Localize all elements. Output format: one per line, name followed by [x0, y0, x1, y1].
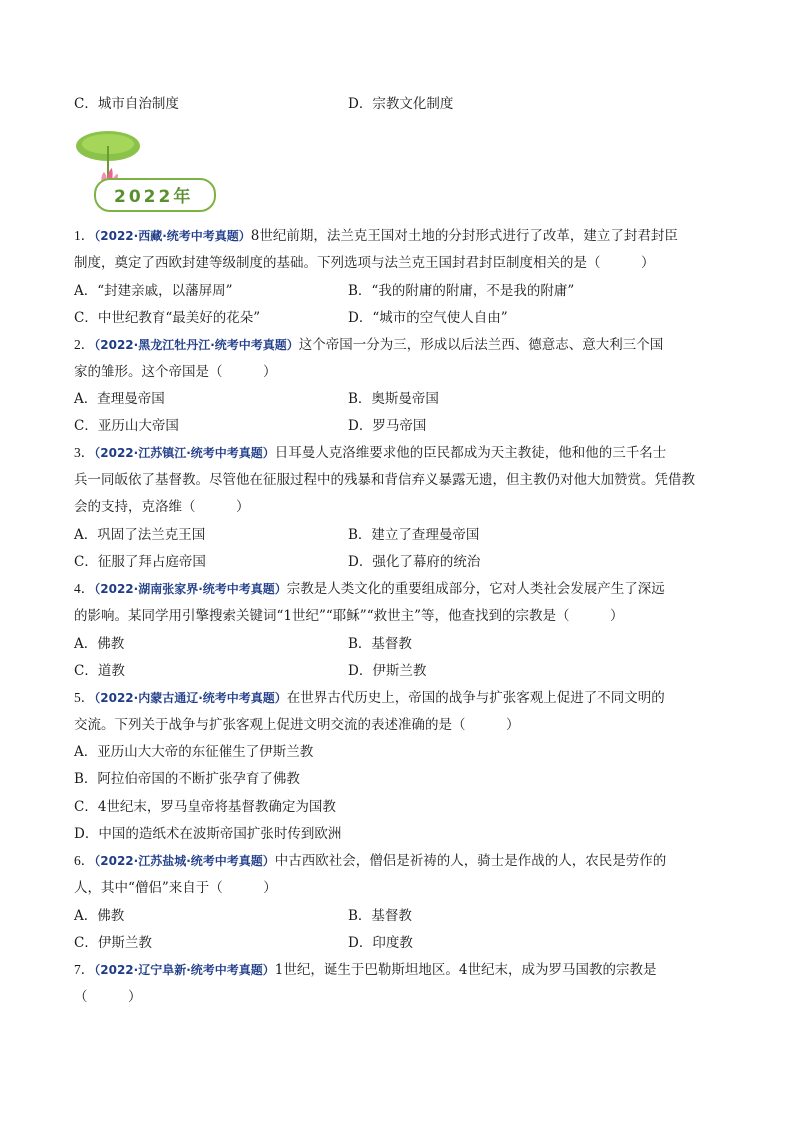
option-c: C．中世纪教育“最美好的花朵” [74, 310, 261, 326]
option-d: D．“城市的空气使人自由” [348, 310, 508, 326]
question-source: （2022·西藏·统考中考真题） [94, 229, 251, 243]
option-d: D．印度教 [348, 935, 413, 951]
option-d: D．中国的造纸术在波斯帝国扩张时传到欧洲 [74, 826, 342, 842]
question-1: 1．（2022·西藏·统考中考真题）8世纪前期，法兰克王国对土地的分封形式进行了改革，建立了封君封臣 [74, 228, 678, 244]
year-section-badge [74, 128, 214, 218]
option-c: C．伊斯兰教 [74, 935, 152, 951]
option-d: D．罗马帝国 [348, 418, 427, 434]
option-b: B．“我的附庸的附庸，不是我的附庸” [348, 283, 575, 299]
question-4-line-2: 的影响。某同学用引擎搜索关键词“1世纪”“耶稣”“救世主”等，他查找到的宗教是（ ） [74, 608, 624, 624]
question-6: 6．（2022·江苏盐城·统考中考真题）中古西欧社会，僧侣是祈祷的人，骑士是作战的人，农民是劳作的 [74, 853, 667, 869]
option-c: C．亚历山大帝国 [74, 418, 179, 434]
option-a: A．佛教 [74, 636, 125, 652]
option-c: C．道教 [74, 663, 125, 679]
question-source: （2022·黑龙江牡丹江·统考中考真题） [94, 338, 299, 352]
option-d: D．宗教文化制度 [348, 96, 454, 112]
option-a: A．佛教 [74, 908, 125, 924]
question-5: 5．（2022·内蒙古通辽·统考中考真题）在世界古代历史上，帝国的战争与扩张客观上促进了不同文明的 [74, 690, 665, 706]
option-d: D．强化了幕府的统治 [348, 554, 481, 570]
question-3: 3．（2022·江苏镇江·统考中考真题）日耳曼人克洛维要求他的臣民都成为天主教徒，他和他的三千名士 [74, 445, 667, 461]
option-b: B．阿拉伯帝国的不断扩张孕育了佛教 [74, 771, 300, 787]
question-3-line-2: 兵一同皈依了基督教。尽管他在征服过程中的残暴和背信弃义暴露无遗，但主教仍对他大加赞赏。凭借教 [74, 472, 695, 488]
option-c: C．城市自治制度 [74, 96, 179, 112]
question-source: （2022·江苏镇江·统考中考真题） [94, 446, 275, 460]
question-6-line-2: 人，其中“僧侣”来自于（ ） [74, 880, 277, 896]
option-b: B．基督教 [348, 908, 412, 924]
option-a: A．亚历山大大帝的东征催生了伊斯兰教 [74, 744, 314, 760]
question-7: 7．（2022·辽宁阜新·统考中考真题）1世纪，诞生于巴勒斯坦地区。4世纪末，成为罗马国教的宗教是 [74, 962, 657, 978]
option-b: B．基督教 [348, 636, 412, 652]
option-b: B．建立了查理曼帝国 [348, 527, 480, 543]
question-3-line-3: 会的支持，克洛维（ ） [74, 499, 250, 515]
option-a: A．“封建亲戚，以藩屏周” [74, 283, 233, 299]
question-source: （2022·内蒙古通辽·统考中考真题） [94, 691, 287, 705]
question-1-line-2: 制度，奠定了西欧封建等级制度的基础。下列选项与法兰克王国封君封臣制度相关的是（ ） [74, 255, 655, 271]
question-7-line-2: （ ） [74, 989, 142, 1005]
option-a: A．查理曼帝国 [74, 391, 165, 407]
option-c: C．征服了拜占庭帝国 [74, 554, 206, 570]
question-2-line-2: 家的雏形。这个帝国是（ ） [74, 364, 277, 380]
question-source: （2022·湖南张家界·统考中考真题） [94, 582, 287, 596]
option-b: B．奥斯曼帝国 [348, 391, 439, 407]
option-a: A．巩固了法兰克王国 [74, 527, 206, 543]
option-c: C．4世纪末，罗马皇帝将基督教确定为国教 [74, 799, 336, 815]
question-5-line-2: 交流。下列关于战争与扩张客观上促进文明交流的表述准确的是（ ） [74, 717, 520, 733]
question-source: （2022·辽宁阜新·统考中考真题） [94, 963, 275, 977]
question-source: （2022·江苏盐城·统考中考真题） [94, 854, 275, 868]
question-4: 4．（2022·湖南张家界·统考中考真题）宗教是人类文化的重要组成部分，它对人类社会发展产生了深远 [74, 581, 665, 597]
year-label: 2022年 [114, 187, 194, 207]
question-2: 2．（2022·黑龙江牡丹江·统考中考真题）这个帝国一分为三，形成以后法兰西、德意志、意大利三个国 [74, 337, 664, 353]
option-d: D．伊斯兰教 [348, 663, 427, 679]
